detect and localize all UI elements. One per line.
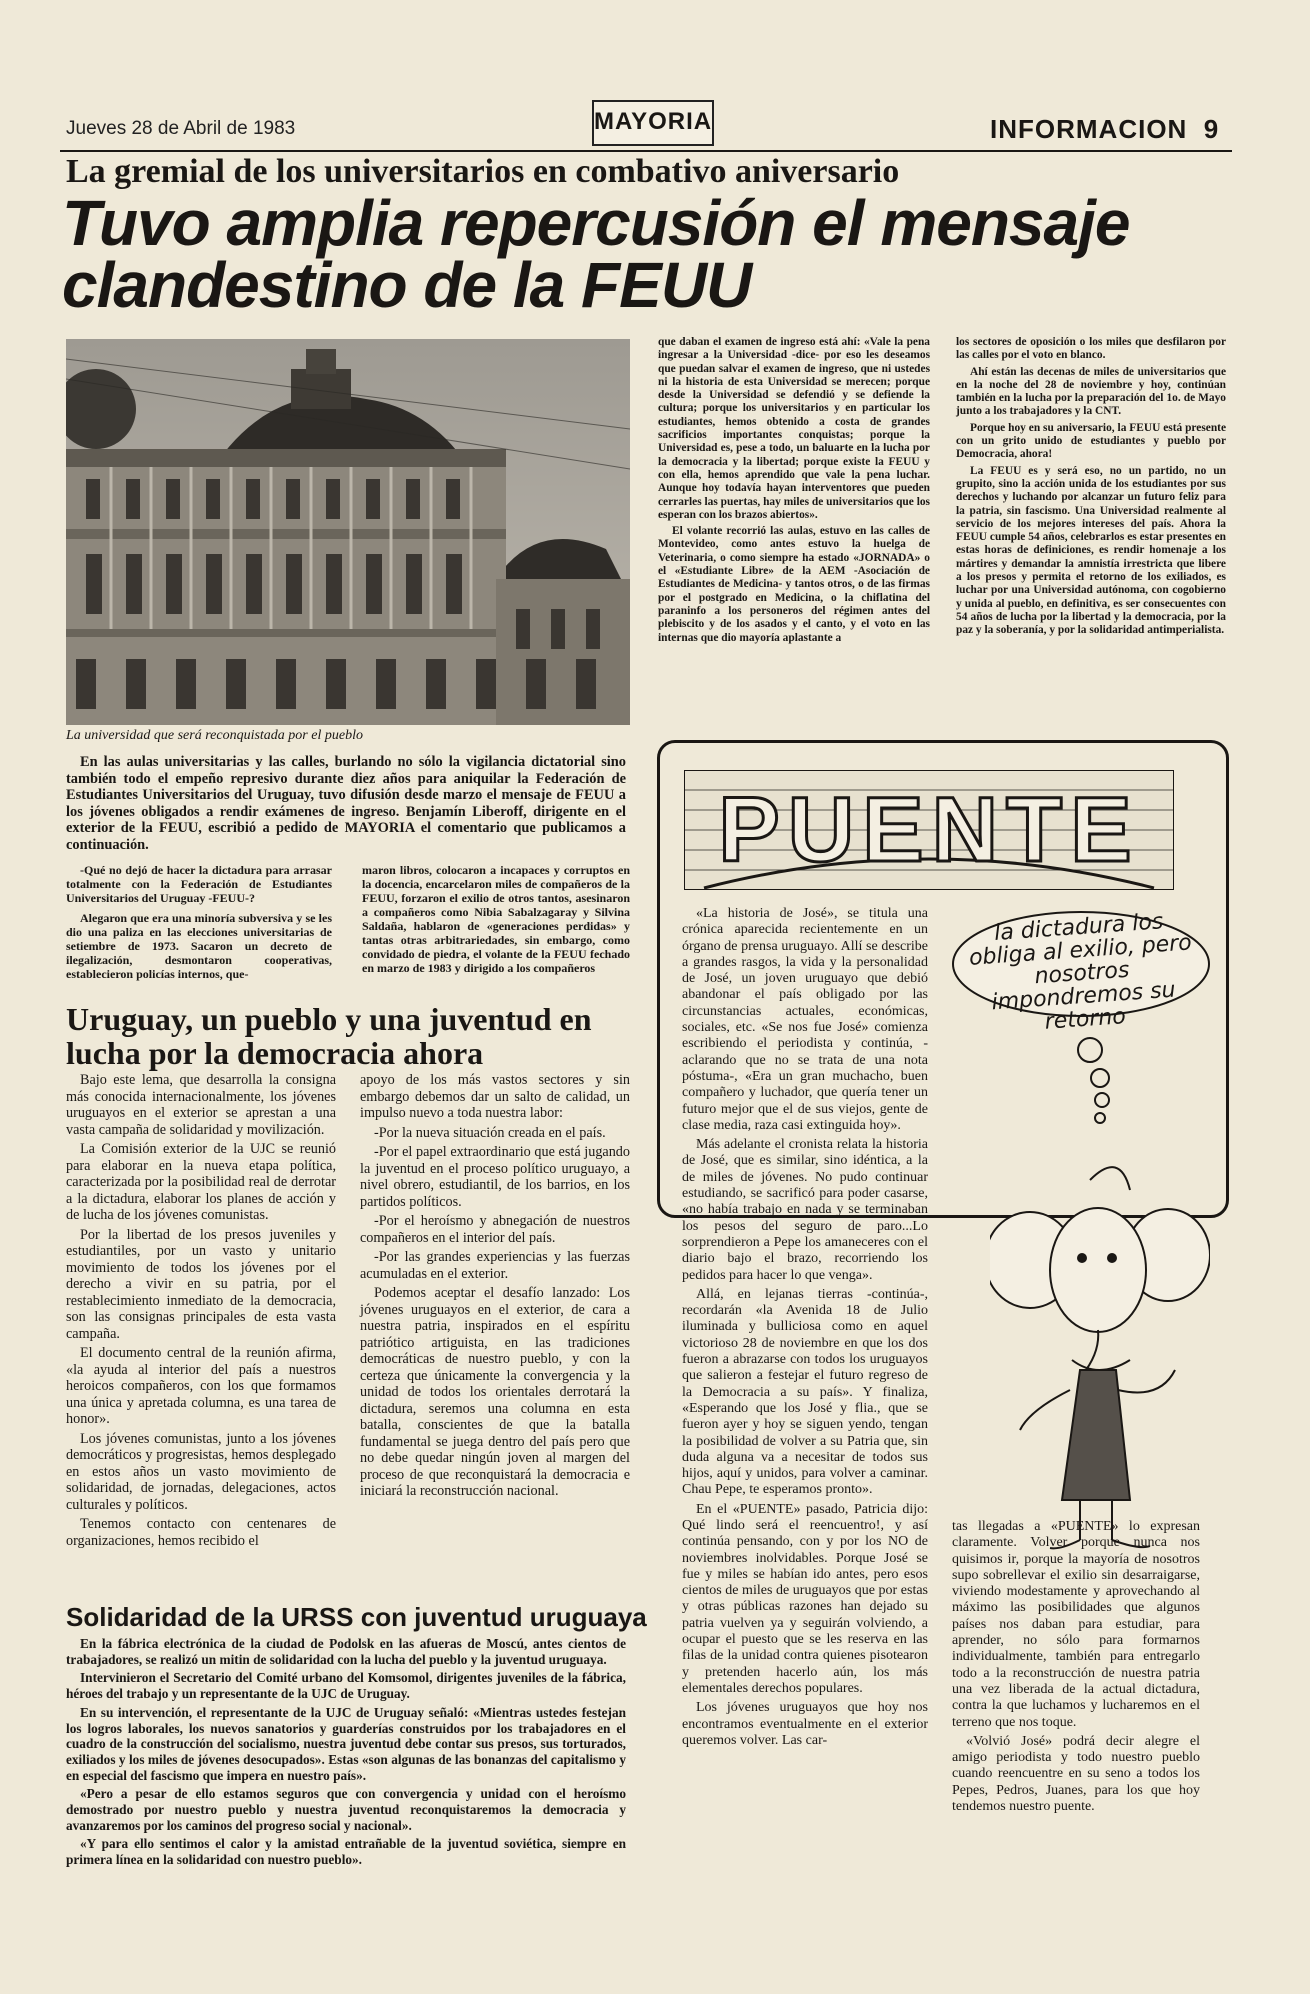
puente-col1: «La historia de José», se titula una crónica aparecida recientemente en un órgano de prensa uruguayo. Allí se describe a grandes rasgos, la vida y la personalidad de José, un joven uruguayo que debió abandonar el país obligado por las circunstancias actuales, económicas, sociales, etc. «Se nos fue José» comienza escribiendo el periodista y continúa, -aclarando que no se trata de una nota póstuma-, «Era un gran muchacho, buen compañero y luchador, que quería tener un futuro mejor que el de sus viejos, gente de clase media, raza casi extinguida hoy». Más adelante el cronista relata la historia de José, que es similar, sino idéntica, a la de miles de jóvenes. No pudo continuar estudiando, se sacrificó para poder casarse, «no había trabajo en nada y se terminaban los pesos del seguro de paro...Lo sorprendieron a Pepe los amaneceres con el diario bajo el brazo, recorriendo los pedidos para hacer lo que venga». Allá, en lejanas tierras -continúa-, recordarán «la Avenida 18 de Julio iluminada y bulliciosa como en aquel victorioso 28 de noviembre en que los dos fueron a abrazarse con todos los uruguayos que salieron a festejar el futuro regreso de la Democracia a su país». Y finaliza, «Esperando que los José y flia., que se fueron ayer y hoy se siguen yendo, tengan la posibilidad de volver a su Patria que, sin duda alguna va a necesitar de todos sus hijos, aquí y unidos, para volver a caminar. Chau Pepe, te esperamos pronto». En el «PUENTE» pasado, Patricia dijo: Qué lindo será el reencuentro!, y así continúa pensando, con y por los NO de noviembres inolvidables. Porque José se fue y miles se habían ido antes, pero esos cientos de miles de uruguayos que por estas y otras públicas razones han dejado su patria vuelven ya y seguirán volviendo, a ocupar el puesto que se les reserva en las filas de la unidad contra quienes pisotearon y pretenden hacerlo aún, los más elementales derechos populares. Los jóvenes uruguayos que hoy nos encontramos eventualmente en el exterior queremos volver. Las car- (682, 906, 928, 1748)
page-number: 9 (1203, 114, 1220, 144)
masthead-logo: MAYORIA (592, 100, 714, 146)
puente-col2: tas llegadas a «PUENTE» lo expresan claramente. Volver porque nunca nos quisimos ir, porque la mayoría de nosotros supo sobrellevar el exilio sin desarraigarse, viviendo modestamente y aprovechando al máximo las posibilidades que algunos países nos daban para estudiar, para aprender, no sólo para formarnos individualmente, también para entregarlo todo a la reconstrucción de nuestra patria una vez liberada de la actual dictadura, contra la que luchamos y lucharemos en el terreno que nos toque. «Volvió José» podrá decir alegre el amigo periodista y todo nuestro pueblo cuando reencuentre en su seno a todos los Pepes, Pedros, Juanes, para los que hoy tendemos nuestro puente. (952, 1519, 1200, 1815)
photo-caption: La universidad que será reconquistada por el pueblo (66, 728, 363, 743)
speech-bubble-text: la dictadura los obliga al exilio, pero nosotros impondremos su retorno (968, 909, 1193, 1035)
article-lead: En las aulas universitarias y las calles, burlando no sólo la vigilancia dictatorial sino también todo el empeño represivo durante diez años para aniquilar la Federación de Estudiantes Universitarios del Uruguay, tuvo difusión desde marzo el mensaje de FEUU a los jóvenes obligados a rendir exámenes de ingreso. Benjamín Liberoff, dirigente en el exterior de la FEUU, escribió a pedido de MAYORIA el comentario que publicamos a continuación. (66, 754, 626, 853)
urss-headline: Solidaridad de la URSS con juventud uruguaya (66, 1602, 647, 1632)
main-article-col2: maron libros, colocaron a incapaces y corruptos en la docencia, encarcelaron miles de compañeros de la FEUU, forzaron el exilio de otros tantos, asesinaron a compañeros como Nibia Sabalzagaray y Silvina Saldaña, hablaron de «generaciones perdidas» y tantas otras arbitrariedades, sin embargo, como convidado de piedra, el volante de la FEUU fechado en marzo de 1983 y dirigido a los compañeros (362, 863, 630, 975)
issue-date: Jueves 28 de Abril de 1983 (66, 118, 296, 139)
ujc-headline: Uruguay, un pueblo y una juventud en lucha por la democracia ahora (66, 1001, 592, 1071)
main-article-col3: que daban el examen de ingreso está ahí: «Vale la pena ingresar a la Universidad -dice- por eso les deseamos que puedan salvar el examen de ingreso, que ni ustedes ni la historia de esta Universidad se merecen; porque desde la Universidad se defendió y se defiende la cultura; porque los universitarios y en particular los estudiantes, hemos obtenido a costa de grandes sacrificios importantes conquistas; porque la Universidad es, pese a todo, un baluarte en la lucha por la democracia y la libertad; porque existe la FEUU y con ella, hemos aprendido que vale la pena luchar. Aunque hoy todavía hayan interventores que pueden cerrarles las puertas, hay miles de universitarios que los esperan con los brazos abiertos». El volante recorrió las aulas, estuvo en las calles de Montevideo, como antes estuvo la huelga de Veterinaria, o como siempre ha estado «JORNADA» o el «Estudiante Libre» de la AEM -Asociación de Estudiantes de Medicina- y tantos otros, o de las firmas por el postgrado en Medicina, o la chiflatina del paraninfo a los personeros del régimen antes del plebiscito y de los asados y el canto, y el voto en las internas que dio mayoría aplastante a (658, 336, 930, 644)
ujc-col1: Bajo este lema, que desarrolla la consigna más conocida internacionalmente, los jóvenes uruguayos en el exterior se aprestan a una vasta campaña de solidaridad y movilización. La Comisión exterior de la UJC se reunió para elaborar en la nueva etapa política, caracterizada por la posibilidad real de derrotar a la dictadura, elaborar los planes de acción y de lucha de los jóvenes comunistas. Por la libertad de los presos juveniles y estudiantiles, por un vasto y unitario movimiento de todos los jóvenes por el derecho a vivir en su patria, por el restablecimiento inmediato de la democracia, son las consignas principales de esta vasta campaña. El documento central de la reunión afirma, «la ayuda al interior del país a nuestros heroicos compañeros, con los que formamos una única y apretada columna, es una tarea de honor». Los jóvenes comunistas, junto a los jóvenes democráticos y progresistas, hemos desplegado en estos años un vasto movimiento de solidaridad, de jornadas, delegaciones, actos culturales y políticos. Tenemos contacto con centenares de organizaciones, hemos recibido el (66, 1072, 336, 1549)
main-article-col1: -Qué no dejó de hacer la dictadura para arrasar totalmente con la Federación de Estudiantes Universitarios del Uruguay -FEUU-? Alegaron que era una minoría subversiva y se les dio una paliza en las elecciones universitarias de setiembre de 1973. Sacaron un decreto de ilegalización, desmontaron cooperativas, establecieron policías internos, que- (66, 863, 332, 981)
university-building-image (66, 339, 630, 725)
main-headline: Tuvo amplia repercusión el mensaje clandestino de la FEUU (62, 187, 1130, 321)
section-title: INFORMACION 9 (990, 114, 1220, 144)
main-article-col4: los sectores de oposición o los miles que desfilaron por las calles por el voto en blanco. Ahí están las decenas de miles de universitarios que en la noche del 28 de noviembre y hoy, continúan también en la lucha por la preparación del 1o. de Mayo junto a los trabajadores y la CNT. Porque hoy en su aniversario, la FEUU está presente con un grito unido de estudiantes y pueblo por Democracia, ahora! La FEUU es y será eso, no un partido, no un grupito, sino la acción unida de los estudiantes por sus derechos y luchando por alcanzar un futuro feliz para la patria, sin fascismo. Una Universidad realmente al servicio de los mejores intereses del país. Ahora la FEUU cumple 54 años, celebrarlos es estar presentes en estas horas de definiciones, es rendir homenaje a los mártires y demandar la amnistía irrestricta que libere a los presos y permita el retorno de los exiliados, es luchar por una Universidad autónoma, con cogobierno y unida al pueblo, en definitiva, es ser consecuentes con 54 años de lucha por la libertad y la democracia, por la paz y la soberanía, y por la solidaridad antimperialista. (956, 336, 1226, 637)
ujc-col2: apoyo de los más vastos sectores y sin embargo debemos dar un salto de calidad, un impulso nuevo a toda nuestra labor: -Por la nueva situación creada en el país. -Por el papel extraordinario que está jugando la juventud en el proceso político uruguayo, a nivel obrero, estudiantil, de los barrios, en los partidos políticos. -Por el heroísmo y abnegación de nuestros compañeros en el interior del país. -Por las grandes experiencias y las fuerzas acumuladas en el exterior. Podemos aceptar el desafío lanzado: Los jóvenes uruguayos en el exterior, de cara a nuestra patria, inspirados en el espíritu patriótico artiguista, en las tradiciones democráticas de nuestro pueblo, y con la certeza que únicamente la convergencia y la unidad de todos los orientales derrotará la dictadura, seremos una columna en esta batalla, conscientes de que la batalla fundamental se juega dentro del país pero que no debe quedar ningún joven al margen del proceso de que reconquistará la democracia e iniciará la reconstrucción nacional. (360, 1072, 630, 1499)
university-building-photo (66, 339, 630, 725)
urss-body: En la fábrica electrónica de la ciudad de Podolsk en las afueras de Moscú, antes cientos de trabajadores, se realizó un mitin de solidaridad con la lucha del pueblo y la juventud uruguaya. Intervinieron el Secretario del Comité urbano del Komsomol, dirigentes juveniles de la fábrica, héroes del trabajo y un representante de la UJC de Uruguay. En su intervención, el representante de la UJC de Uruguay señaló: «Mientras ustedes festejan los logros laborales, los nuevos sanatorios y guarderías construidos por los trabajadores en el cuadro de la construcción del socialismo, nuestra juventud debe contar sus presos, sus torturados, exiliados y los miles de jóvenes desocupados». Estas «son algunas de las bonanzas del capitalismo y en especial del fascismo que impera en nuestro país». «Pero a pesar de ello estamos seguros que con convergencia y unidad con el heroísmo demostrado por nuestro pueblo y nuestra juventud reconquistaremos la democracia y avanzaremos por los caminos del progreso social y nacional». «Y para ello sentimos el calor y la amistad entrañable de la juventud soviética, siempre en primera línea en la solidaridad con nuestro pueblo». (66, 1636, 626, 1868)
article-kicker: La gremial de los universitarios en combativo aniversario (66, 153, 900, 190)
header-rule (60, 150, 1232, 152)
cartoon-character-illustration (990, 1030, 1210, 1570)
puente-logo: PUENTE (718, 779, 1140, 881)
